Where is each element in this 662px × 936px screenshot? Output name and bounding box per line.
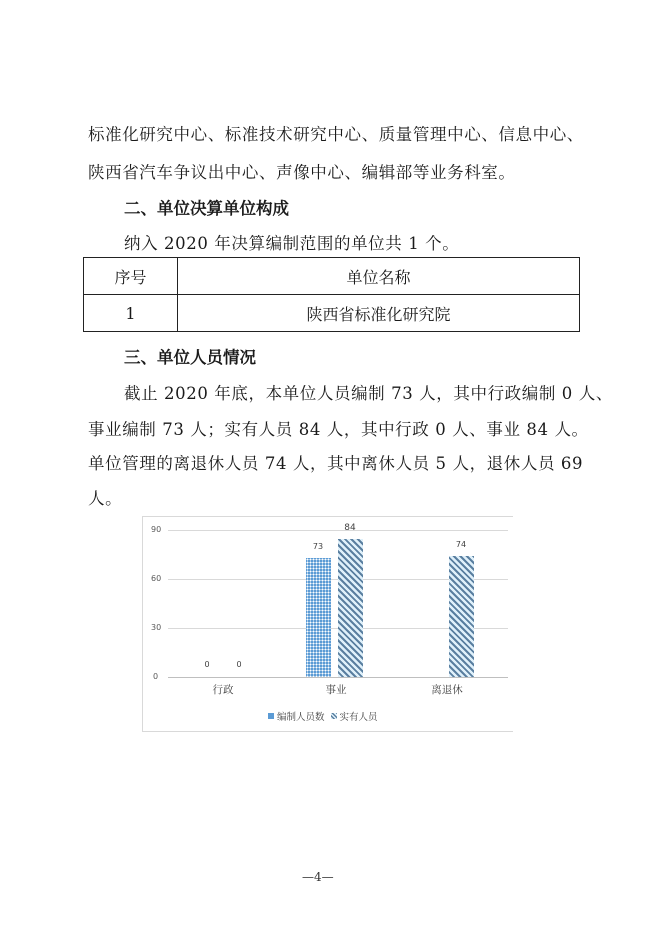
bar-shiye-shiyou bbox=[338, 539, 363, 677]
intro-line-2: 陕西省汽车争议出中心、声像中心、编辑部等业务科室。 bbox=[88, 163, 516, 182]
table-header-index: 序号 bbox=[84, 258, 178, 295]
y-tick-90: 90 bbox=[151, 525, 162, 534]
data-label-lituixiu-shiyou: 74 bbox=[455, 540, 467, 549]
section-3-line-4: 人。 bbox=[88, 489, 123, 508]
data-label-shiye-shiyou: 84 bbox=[344, 523, 356, 533]
data-label-shiye-bianzhi: 73 bbox=[312, 542, 324, 551]
bar-lituixiu-shiyou bbox=[449, 556, 474, 677]
table-row bbox=[84, 295, 580, 332]
section-2-body: 纳入 2020 年决算编制范围的单位共 1 个。 bbox=[124, 234, 460, 253]
section-3-heading: 三、单位人员情况 bbox=[124, 348, 256, 367]
table-header-row bbox=[84, 258, 580, 295]
table-header-name: 单位名称 bbox=[178, 258, 580, 295]
intro-line-1: 标准化研究中心、标准技术研究中心、质量管理中心、信息中心、 bbox=[88, 125, 584, 144]
bar-shiye-bianzhi bbox=[306, 558, 331, 677]
units-table bbox=[83, 257, 580, 332]
chart-legend bbox=[268, 709, 378, 723]
table-cell-name: 陕西省标准化研究院 bbox=[178, 295, 580, 332]
data-label-xingzheng-bianzhi: 0 bbox=[204, 660, 210, 669]
x-label-shiye: 事业 bbox=[325, 684, 347, 696]
section-2-heading: 二、单位决算单位构成 bbox=[124, 199, 289, 218]
page-number: —4— bbox=[302, 870, 334, 884]
table-cell-index: 1 bbox=[84, 295, 178, 332]
x-label-lituixiu: 离退休 bbox=[431, 684, 463, 696]
data-label-xingzheng-shiyou: 0 bbox=[236, 660, 242, 669]
y-tick-0: 0 bbox=[153, 672, 159, 681]
section-3-line-1: 截止 2020 年底，本单位人员编制 73 人，其中行政编制 0 人、 bbox=[124, 384, 613, 403]
legend-swatch-dots-icon bbox=[268, 713, 274, 719]
section-3-line-2: 事业编制 73 人；实有人员 84 人，其中行政 0 人、事业 84 人。 bbox=[88, 420, 589, 439]
x-axis bbox=[168, 677, 508, 678]
y-tick-60: 60 bbox=[151, 574, 162, 583]
legend-swatch-stripes-icon bbox=[331, 713, 337, 719]
section-3-line-3: 单位管理的离退休人员 74 人，其中离休人员 5 人，退休人员 69 bbox=[88, 454, 584, 473]
x-label-xingzheng: 行政 bbox=[212, 684, 234, 696]
staff-bar-chart bbox=[142, 516, 513, 732]
legend-label-shiyou: 实有人员 bbox=[339, 712, 378, 723]
legend-label-bianzhi: 编制人员数 bbox=[277, 712, 325, 723]
y-tick-30: 30 bbox=[151, 623, 162, 632]
